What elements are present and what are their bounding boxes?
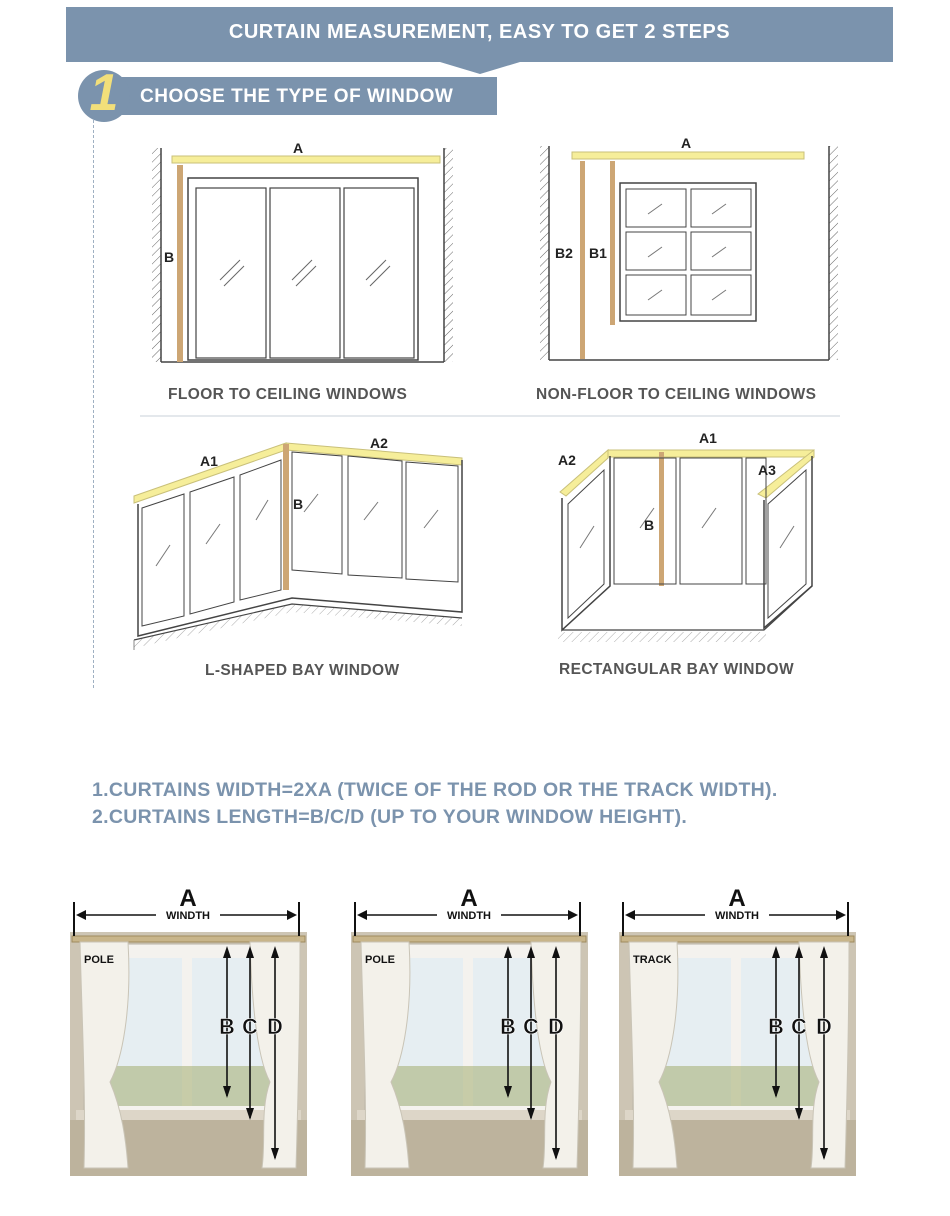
curtain-rod	[72, 936, 305, 942]
height-letter: C	[523, 1014, 539, 1039]
floor-to-ceiling-diagram	[152, 148, 453, 362]
width-letter: A	[460, 885, 478, 912]
label-b: B	[293, 496, 304, 512]
width-arrow	[76, 910, 86, 920]
label-b1: B1	[589, 245, 607, 261]
curtain-photo-3	[619, 870, 856, 1176]
width-arrow	[836, 910, 846, 920]
width-arrow	[568, 910, 578, 920]
height-letter: B	[500, 1014, 516, 1039]
garden-view	[645, 1066, 831, 1106]
height-letter: C	[791, 1014, 807, 1039]
label-a: A	[292, 140, 304, 156]
height-letter: C	[242, 1014, 258, 1039]
caption-rectangular-bay: RECTANGULAR BAY WINDOW	[559, 661, 794, 678]
width-letter: A	[179, 885, 197, 912]
label-b2: B2	[555, 245, 573, 261]
label-a: A	[680, 135, 692, 151]
header-title: CURTAIN MEASUREMENT, EASY TO GET 2 STEPS	[228, 21, 731, 43]
l-shaped-bay-diagram	[134, 443, 462, 650]
mount-label: TRACK	[633, 954, 672, 966]
height-letter: D	[816, 1014, 832, 1039]
label-a2: A2	[558, 452, 576, 468]
label-a3: A3	[758, 462, 776, 478]
caption-non-floor-to-ceiling: NON-FLOOR TO CEILING WINDOWS	[536, 386, 817, 403]
width-arrow	[287, 910, 297, 920]
height-letter: B	[768, 1014, 784, 1039]
caption-l-shaped-bay: L-SHAPED BAY WINDOW	[205, 662, 400, 679]
width-arrow	[357, 910, 367, 920]
curtain-rod	[353, 936, 586, 942]
rule-length: 2.CURTAINS LENGTH=B/C/D (UP TO YOUR WINDOW HEIGHT).	[92, 806, 688, 828]
step-number: 1	[89, 64, 119, 122]
label-a1: A1	[699, 430, 717, 446]
step-title: CHOOSE THE TYPE OF WINDOW	[140, 86, 454, 107]
label-b: B	[164, 249, 175, 265]
mount-label: POLE	[84, 954, 114, 966]
height-letter: D	[548, 1014, 564, 1039]
caption-floor-to-ceiling: FLOOR TO CEILING WINDOWS	[168, 386, 408, 403]
rectangular-bay-diagram	[558, 450, 814, 642]
width-letter: A	[728, 885, 746, 912]
width-label: WINDTH	[166, 910, 210, 922]
height-letter: B	[219, 1014, 235, 1039]
garden-view	[96, 1066, 282, 1106]
curtain-photo-2	[351, 870, 588, 1176]
curtain-photo-1	[70, 870, 307, 1176]
garden-view	[377, 1066, 563, 1106]
mount-label: POLE	[365, 954, 395, 966]
non-floor-to-ceiling-diagram	[540, 146, 838, 360]
rule-width: 1.CURTAINS WIDTH=2XA (TWICE OF THE ROD OR THE TRACK WIDTH).	[92, 779, 778, 801]
width-label: WINDTH	[447, 910, 491, 922]
label-a1: A1	[200, 453, 218, 469]
curtain-rod	[621, 936, 854, 942]
width-arrow	[625, 910, 635, 920]
width-label: WINDTH	[715, 910, 759, 922]
label-a2: A2	[370, 435, 388, 451]
height-letter: D	[267, 1014, 283, 1039]
label-b: B	[644, 517, 655, 533]
